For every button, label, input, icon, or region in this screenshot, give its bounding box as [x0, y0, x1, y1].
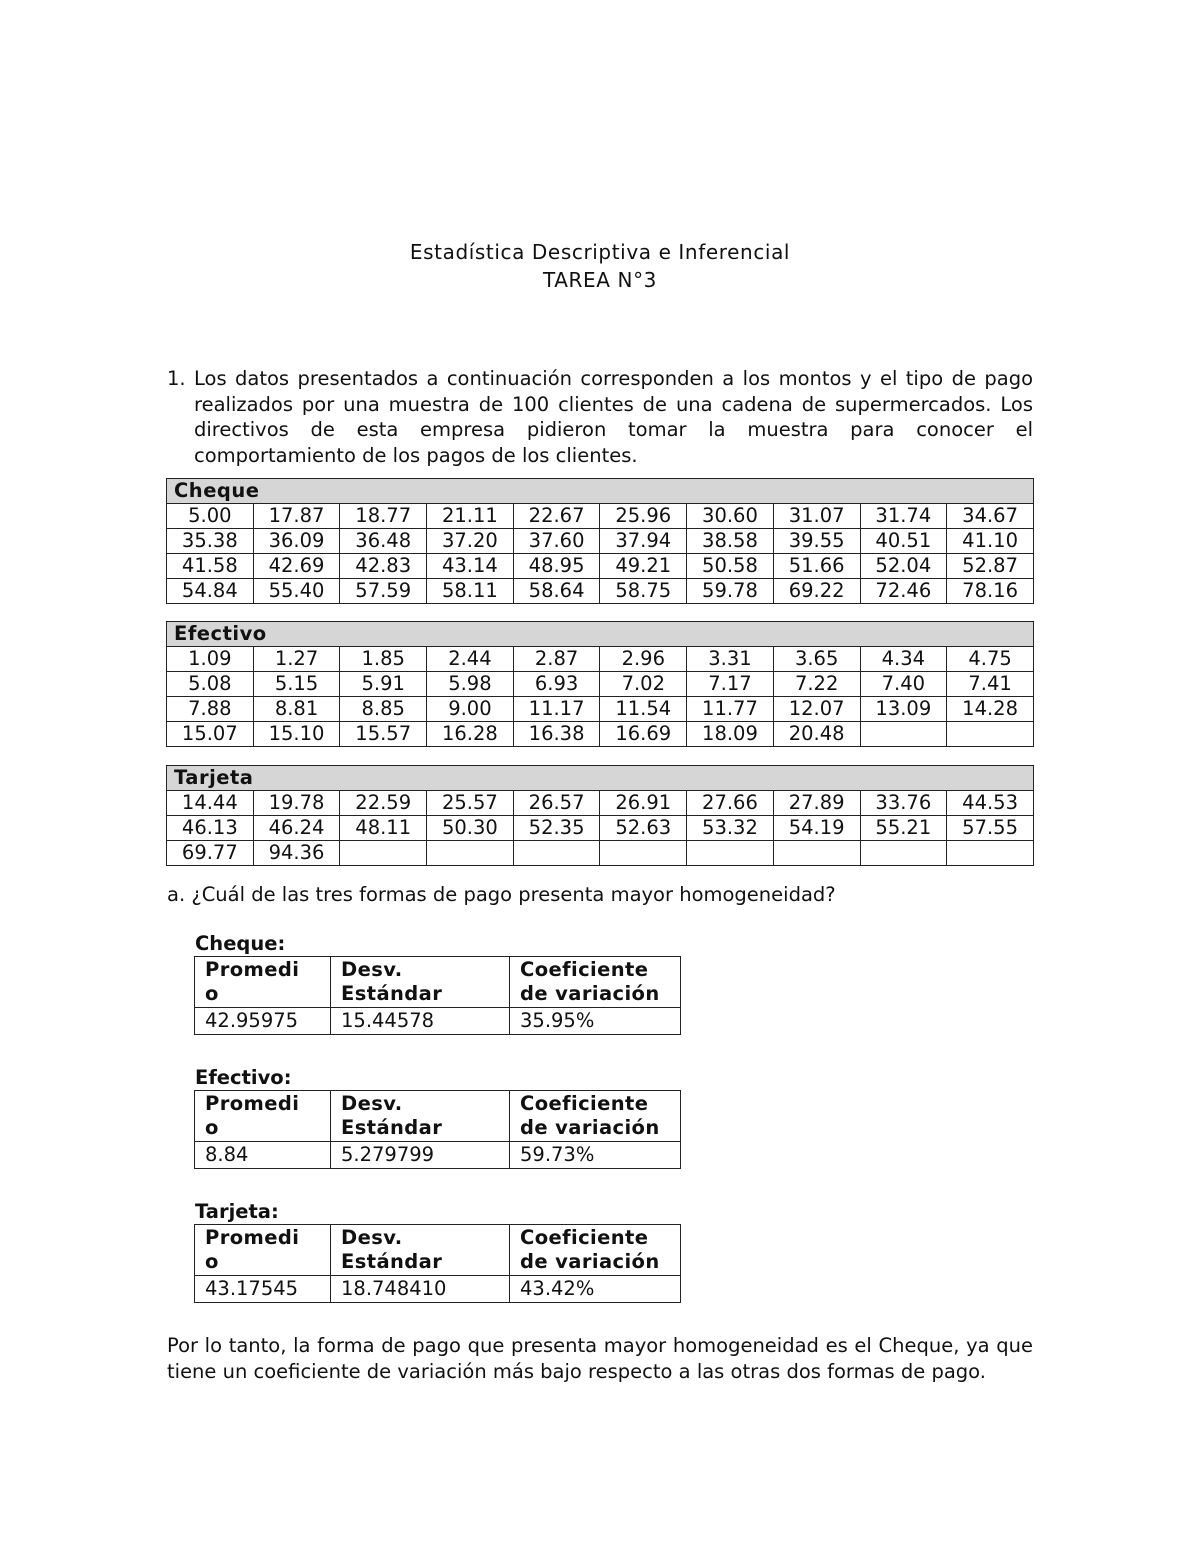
table-cell: 16.69: [600, 722, 687, 747]
table-cell: 16.38: [513, 722, 600, 747]
table-row: [167, 791, 1034, 816]
table-cell: 6.93: [513, 672, 600, 697]
table-cell: 57.59: [340, 579, 427, 604]
document-title: [0, 238, 1200, 294]
question-number: 1.: [167, 367, 186, 390]
table-cell: 18.09: [687, 722, 774, 747]
table-cell: 41.10: [947, 529, 1034, 554]
table-cell: 55.21: [860, 816, 947, 841]
table-cell: 54.19: [773, 816, 860, 841]
table-cell: 4.75: [947, 647, 1034, 672]
table-cell: 46.24: [253, 816, 340, 841]
table-cell: 9.00: [427, 697, 514, 722]
table-cell: 16.28: [427, 722, 514, 747]
table-cell: 13.09: [860, 697, 947, 722]
table-cell: 52.04: [860, 554, 947, 579]
table-cell: 57.55: [947, 816, 1034, 841]
table-cell: 31.07: [773, 504, 860, 529]
table-cell: [340, 841, 427, 866]
table-cell: 7.22: [773, 672, 860, 697]
cv-value: 59.73%: [510, 1142, 681, 1169]
table-row: [167, 697, 1034, 722]
table-cell: 58.64: [513, 579, 600, 604]
table-cell: 58.75: [600, 579, 687, 604]
course-title: Estadística Descriptiva e Inferencial: [409, 240, 791, 264]
efectivo-table-header: Efectivo: [167, 622, 1034, 647]
table-cell: 54.84: [167, 579, 254, 604]
table-cell: 25.57: [427, 791, 514, 816]
table-row: [167, 672, 1034, 697]
table-cell: 33.76: [860, 791, 947, 816]
conclusion-text: Por lo tanto, la forma de pago que presenta mayor homogeneidad es el Cheque, ya que tiene un coeficiente de variación más bajo respecto a las otras dos formas de pago.: [167, 1334, 1033, 1383]
table-cell: 2.44: [427, 647, 514, 672]
sd-header: Desv. Estándar: [331, 1225, 510, 1276]
table-cell: 53.32: [687, 816, 774, 841]
cheque-table-header: Cheque: [167, 479, 1034, 504]
table-cell: 1.09: [167, 647, 254, 672]
table-cell: 39.55: [773, 529, 860, 554]
table-cell: [513, 841, 600, 866]
table-cell: 5.15: [253, 672, 340, 697]
table-cell: 50.58: [687, 554, 774, 579]
table-cell: 26.91: [600, 791, 687, 816]
table-row: [167, 504, 1034, 529]
table-cell: 7.02: [600, 672, 687, 697]
table-cell: [947, 722, 1034, 747]
table-cell: 17.87: [253, 504, 340, 529]
table-row: [167, 554, 1034, 579]
table-cell: 8.85: [340, 697, 427, 722]
table-cell: 48.95: [513, 554, 600, 579]
table-cell: 14.44: [167, 791, 254, 816]
table-cell: 30.60: [687, 504, 774, 529]
table-row: [167, 816, 1034, 841]
table-row: [167, 579, 1034, 604]
table-cell: 42.83: [340, 554, 427, 579]
mean-header: Promedi o: [195, 1091, 331, 1142]
cheque-data-table: [166, 478, 1034, 604]
sd-value: 18.748410: [331, 1276, 510, 1303]
table-cell: 7.40: [860, 672, 947, 697]
table-cell: 72.46: [860, 579, 947, 604]
table-cell: 69.77: [167, 841, 254, 866]
table-cell: 78.16: [947, 579, 1034, 604]
tarjeta-stats-table: [194, 1224, 681, 1303]
table-cell: 22.59: [340, 791, 427, 816]
cv-value: 43.42%: [510, 1276, 681, 1303]
table-cell: 52.35: [513, 816, 600, 841]
table-cell: 37.60: [513, 529, 600, 554]
table-cell: 26.57: [513, 791, 600, 816]
cv-header: Coeficiente de variación: [510, 957, 681, 1008]
question-text: Los datos presentados a continuación corresponden a los montos y el tipo de pago realizados por una muestra de 100 clientes de una cadena de supermercados. Los directivos de esta empresa pidieron tomar la muestra para conocer el comportamiento de los pagos de los clientes.: [194, 367, 1033, 467]
efectivo-stats-table: [194, 1090, 681, 1169]
table-cell: [773, 841, 860, 866]
table-cell: 52.63: [600, 816, 687, 841]
mean-value: 43.17545: [195, 1276, 331, 1303]
table-cell: 50.30: [427, 816, 514, 841]
table-cell: 34.67: [947, 504, 1034, 529]
table-cell: 36.48: [340, 529, 427, 554]
table-cell: 37.94: [600, 529, 687, 554]
table-cell: 59.78: [687, 579, 774, 604]
table-cell: 35.38: [167, 529, 254, 554]
table-cell: 21.11: [427, 504, 514, 529]
assignment-title: TAREA N°3: [542, 268, 657, 292]
table-cell: 7.88: [167, 697, 254, 722]
cv-header: Coeficiente de variación: [510, 1225, 681, 1276]
table-cell: 7.41: [947, 672, 1034, 697]
table-cell: [860, 841, 947, 866]
table-cell: 12.07: [773, 697, 860, 722]
table-cell: 42.69: [253, 554, 340, 579]
table-cell: 58.11: [427, 579, 514, 604]
table-cell: 2.87: [513, 647, 600, 672]
table-cell: 15.07: [167, 722, 254, 747]
table-cell: 14.28: [947, 697, 1034, 722]
table-cell: 19.78: [253, 791, 340, 816]
tarjeta-data-table: [166, 765, 1034, 866]
table-cell: 44.53: [947, 791, 1034, 816]
table-cell: 11.17: [513, 697, 600, 722]
tarjeta-table-header: Tarjeta: [167, 766, 1034, 791]
efectivo-stats-title: Efectivo:: [195, 1066, 292, 1089]
table-cell: [947, 841, 1034, 866]
table-cell: [600, 841, 687, 866]
table-cell: 27.89: [773, 791, 860, 816]
table-cell: 7.17: [687, 672, 774, 697]
table-cell: 20.48: [773, 722, 860, 747]
sd-header: Desv. Estándar: [331, 1091, 510, 1142]
question-1: [167, 366, 1033, 468]
table-cell: 31.74: [860, 504, 947, 529]
sd-header: Desv. Estándar: [331, 957, 510, 1008]
tarjeta-stats-title: Tarjeta:: [195, 1200, 279, 1223]
table-cell: 5.91: [340, 672, 427, 697]
table-cell: 94.36: [253, 841, 340, 866]
table-cell: 8.81: [253, 697, 340, 722]
table-cell: 22.67: [513, 504, 600, 529]
cv-header: Coeficiente de variación: [510, 1091, 681, 1142]
table-cell: [427, 841, 514, 866]
table-cell: 55.40: [253, 579, 340, 604]
mean-header: Promedi o: [195, 1225, 331, 1276]
efectivo-data-table: [166, 621, 1034, 747]
table-cell: 3.31: [687, 647, 774, 672]
mean-value: 8.84: [195, 1142, 331, 1169]
sd-value: 5.279799: [331, 1142, 510, 1169]
table-cell: 43.14: [427, 554, 514, 579]
table-cell: 1.85: [340, 647, 427, 672]
table-cell: 5.08: [167, 672, 254, 697]
table-cell: 25.96: [600, 504, 687, 529]
table-cell: 46.13: [167, 816, 254, 841]
sd-value: 15.44578: [331, 1008, 510, 1035]
subquestion-a: a. ¿Cuál de las tres formas de pago presenta mayor homogeneidad?: [167, 883, 836, 906]
table-cell: 27.66: [687, 791, 774, 816]
cheque-stats-table: [194, 956, 681, 1035]
table-cell: 11.77: [687, 697, 774, 722]
table-cell: 18.77: [340, 504, 427, 529]
mean-header: Promedi o: [195, 957, 331, 1008]
table-cell: 51.66: [773, 554, 860, 579]
table-cell: 1.27: [253, 647, 340, 672]
table-cell: 41.58: [167, 554, 254, 579]
table-cell: 11.54: [600, 697, 687, 722]
table-row: [167, 841, 1034, 866]
table-cell: 2.96: [600, 647, 687, 672]
table-cell: 48.11: [340, 816, 427, 841]
table-row: [167, 647, 1034, 672]
table-cell: 3.65: [773, 647, 860, 672]
table-row: [167, 529, 1034, 554]
table-cell: 38.58: [687, 529, 774, 554]
table-cell: 4.34: [860, 647, 947, 672]
table-cell: 37.20: [427, 529, 514, 554]
table-cell: 40.51: [860, 529, 947, 554]
table-cell: 5.98: [427, 672, 514, 697]
table-cell: [687, 841, 774, 866]
table-cell: 15.57: [340, 722, 427, 747]
cheque-stats-title: Cheque:: [195, 932, 286, 955]
cv-value: 35.95%: [510, 1008, 681, 1035]
table-cell: [860, 722, 947, 747]
table-row: [167, 722, 1034, 747]
table-cell: 52.87: [947, 554, 1034, 579]
table-cell: 69.22: [773, 579, 860, 604]
table-cell: 5.00: [167, 504, 254, 529]
mean-value: 42.95975: [195, 1008, 331, 1035]
table-cell: 36.09: [253, 529, 340, 554]
table-cell: 15.10: [253, 722, 340, 747]
table-cell: 49.21: [600, 554, 687, 579]
